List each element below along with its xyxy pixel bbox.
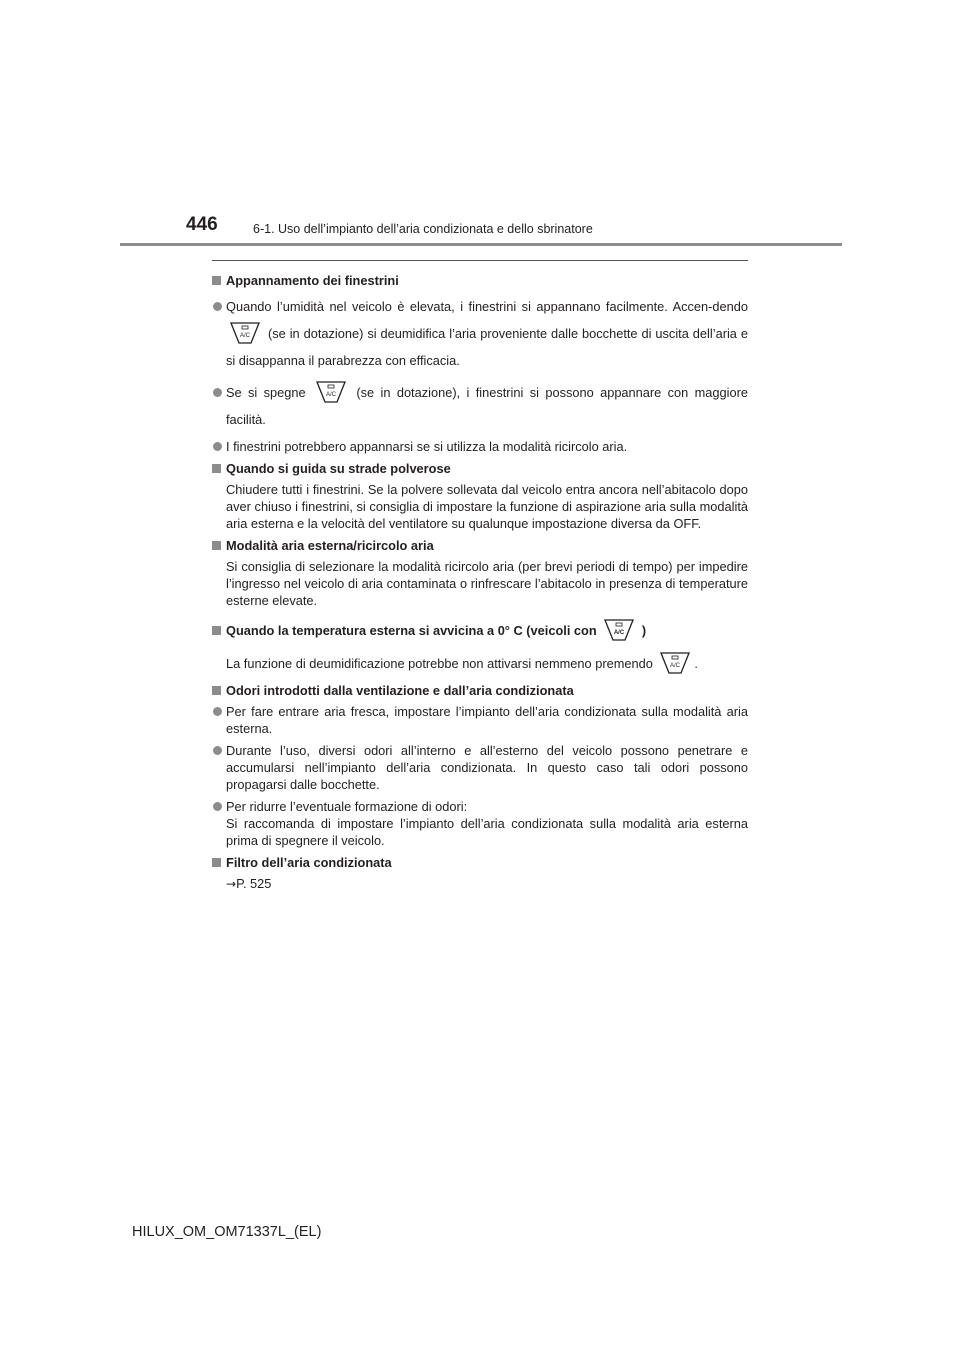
ac-button-icon xyxy=(603,618,635,642)
round-bullet-icon xyxy=(213,707,222,716)
square-bullet-icon xyxy=(212,626,221,635)
heading-appannamento: Appannamento dei finestrini xyxy=(212,272,748,289)
svg-text:A/C: A/C xyxy=(239,332,251,339)
paragraph-strade-polverose: Chiudere tutti i finestrini. Se la polvere sollevata dal veicolo entra ancora nell’abitacolo dopo aver chiuso i finestrini, si consiglia di impostare la funzione di aspirazione aria sulla modalità aria esterna e la velocità del ventilatore su qualunque impostazione diversa da OFF. xyxy=(226,482,748,531)
bullet-aria-fresca: Per fare entrare aria fresca, impostare l’impianto dell’aria condizionata sulla modalità aria esterna. xyxy=(212,703,748,737)
bullet-ricircolo: I finestrini potrebbero appannarsi se si utilizza la modalità ricircolo aria. xyxy=(212,438,748,455)
square-bullet-icon xyxy=(212,464,221,473)
heading-odori: Odori introdotti dalla ventilazione e dall’aria condizionata xyxy=(212,682,748,699)
svg-text:A/C: A/C xyxy=(670,662,681,669)
square-bullet-icon xyxy=(212,276,221,285)
heading-strade-polverose: Quando si guida su strade polverose xyxy=(212,460,748,477)
page-number: 446 xyxy=(186,214,218,235)
section-title: 6-1. Uso dell’impianto dell’aria condizionata e dello sbrinatore xyxy=(253,222,593,236)
arrow-right-icon: → xyxy=(226,877,237,891)
bullet-spegne: Se si spegne A/C (se in dotazione), i finestrini si possono appannare con maggiore facilità. xyxy=(212,379,748,433)
heading-modalita-aria: Modalità aria esterna/ricircolo aria xyxy=(212,537,748,554)
bullet-odori-uso: Durante l’uso, diversi odori all’interno e all’esterno del veicolo possono penetrare e accumularsi nell’impianto dell’aria condizionata. In questo caso tali odori possono propagarsi dalle bocchette. xyxy=(212,742,748,793)
ac-button-icon xyxy=(659,651,691,675)
content-divider xyxy=(212,260,748,261)
bullet-umidita: Quando l’umidità nel veicolo è elevata, i finestrini si appannano facilmente. Accen-dendo A/C (se in dotazione) si deumidifica l’aria proveniente dalle bocchette di uscita dell’aria e si disappanna il parabrezza con efficacia. xyxy=(212,293,748,374)
page-content xyxy=(212,267,748,898)
header-divider xyxy=(120,243,842,246)
square-bullet-icon xyxy=(212,858,221,867)
document-code: HILUX_OM_OM71337L_(EL) xyxy=(132,1224,322,1240)
page-reference-link[interactable]: P. 525 xyxy=(236,876,272,891)
ac-button-icon xyxy=(315,380,347,404)
paragraph-modalita-aria: Si consiglia di selezionare la modalità ricircolo aria (per brevi periodi di tempo) per impedire l’ingresso nel veicolo di aria contaminata o rinfrescare l’abitacolo in presenza di temperature esterne elevate. xyxy=(226,559,748,608)
round-bullet-icon xyxy=(213,388,222,397)
heading-filtro: Filtro dell’aria condizionata xyxy=(212,854,748,871)
ac-button-icon xyxy=(229,321,261,345)
page-reference[interactable] xyxy=(212,875,748,893)
round-bullet-icon xyxy=(213,746,222,755)
bullet-ridurre-odori: Per ridurre l’eventuale formazione di odori: Si raccomanda di impostare l’impianto dell’aria condizionata sulla modalità aria esterna prima di spegnere il veicolo. xyxy=(212,798,748,849)
svg-text:A/C: A/C xyxy=(325,391,336,398)
square-bullet-icon xyxy=(212,686,221,695)
round-bullet-icon xyxy=(213,302,222,311)
round-bullet-icon xyxy=(213,442,222,451)
svg-text:A/C: A/C xyxy=(614,629,625,636)
paragraph-deumidificazione: La funzione di deumidificazione potrebbe non attivarsi nemmeno premendo A/C . xyxy=(212,650,748,677)
heading-temperatura-esterna: Quando la temperatura esterna si avvicina a 0° C (veicoli con A/C ) xyxy=(212,617,748,644)
square-bullet-icon xyxy=(212,541,221,550)
round-bullet-icon xyxy=(213,802,222,811)
